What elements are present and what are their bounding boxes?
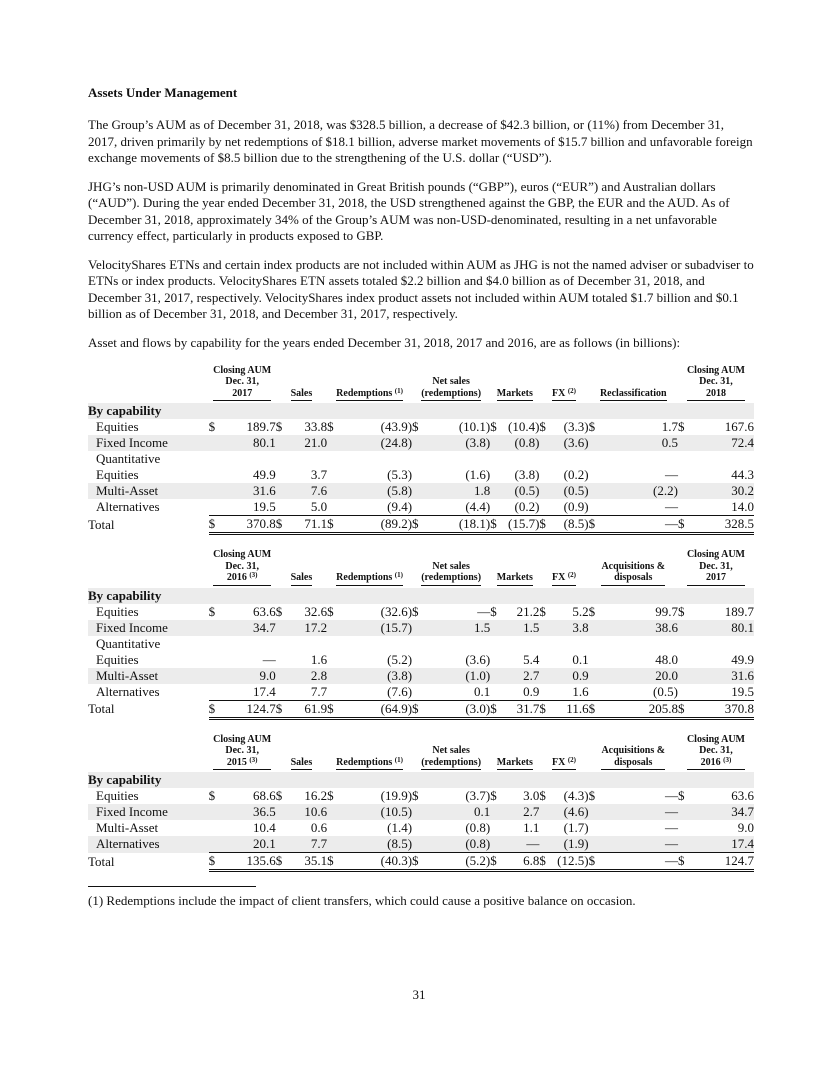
col-header-redemptions: Redemptions $^{(1)}$ bbox=[327, 365, 412, 404]
cell-closing: 44.3 bbox=[731, 467, 754, 482]
table-row bbox=[88, 684, 754, 701]
cell-closing: 80.1 bbox=[689, 620, 754, 636]
cell-opening: 63.6 bbox=[252, 603, 276, 619]
cell-closing: 19.5 bbox=[689, 684, 754, 701]
cell-closing: 17.4 bbox=[689, 836, 754, 853]
col-header-opening: Closing AUM Dec. 31, 2015 $^{(3)}$ bbox=[209, 734, 276, 773]
table-row bbox=[88, 636, 754, 652]
cell-closing: 30.2 bbox=[689, 483, 754, 499]
row-label: Equities bbox=[96, 788, 139, 803]
cell-fx: 5.2 bbox=[572, 603, 589, 619]
cell-net_sales: (0.8) bbox=[465, 820, 491, 835]
total-markets: (15.7) bbox=[501, 516, 539, 534]
row-label: Alternatives bbox=[96, 499, 160, 515]
table-row bbox=[88, 435, 754, 451]
table-row bbox=[88, 836, 754, 853]
table-row bbox=[88, 499, 754, 516]
aum-table-2016 bbox=[88, 734, 754, 873]
cell-redemptions: (5.8) bbox=[338, 483, 412, 499]
group-label: By capability bbox=[88, 772, 754, 788]
col-header-opening: Closing AUM Dec. 31, 2016 $^{(3)}$ bbox=[209, 549, 276, 588]
cell-sales: 32.6 bbox=[304, 603, 328, 619]
cell-sales: 16.2 bbox=[304, 788, 328, 803]
cell-sales: 7.7 bbox=[287, 684, 327, 701]
cell-opening: 10.4 bbox=[252, 820, 276, 835]
table-row: Equities $ 63.6 $ 32.6 $ (32.6) $ — $ 21.2 $ 5.2 $ 99.7 $ 189.7 bbox=[88, 604, 754, 620]
total-closing: 124.7 bbox=[689, 853, 754, 871]
cell-closing: 167.6 bbox=[724, 419, 754, 434]
total-closing: 370.8 bbox=[689, 700, 754, 718]
cell-markets: (0.2) bbox=[501, 499, 539, 516]
cell-redemptions: (5.2) bbox=[387, 651, 413, 667]
total-other: 205.8 bbox=[600, 700, 678, 718]
total-sales: 71.1 bbox=[287, 516, 327, 534]
col-header-opening: Closing AUM Dec. 31, 2017 bbox=[209, 365, 276, 404]
cell-closing: 49.9 bbox=[731, 651, 754, 667]
cell-fx: 0.1 bbox=[572, 651, 589, 667]
cell-redemptions: (10.5) bbox=[338, 804, 412, 820]
group-row bbox=[88, 772, 754, 788]
total-label: Total bbox=[88, 516, 115, 532]
row-label: Multi-Asset bbox=[88, 668, 209, 684]
cell-redemptions: (5.3) bbox=[387, 467, 413, 482]
cell-net_sales: 1.5 bbox=[423, 620, 490, 636]
row-label: Fixed Income bbox=[88, 620, 209, 636]
cell-redemptions: (15.7) bbox=[338, 620, 412, 636]
cell-fx: (0.2) bbox=[563, 467, 589, 482]
paragraph-currency: JHG’s non-USD AUM is primarily denominated in Great British pounds (“GBP”), euros (“EUR”) and Australian dollars (“AUD”). During the year ended December 31, 2018, the USD strengthened against the GBP, the EUR and the AUD. As of December 31, 2018, approximately 34% of the Group’s AUM was non-USD-denominated, resulting in a net unfavorable currency effect, particularly in products exposed to GBP. bbox=[88, 178, 730, 243]
cell-other: 99.7 bbox=[655, 603, 678, 619]
cell-other: — bbox=[600, 499, 678, 516]
cell-redemptions: (1.4) bbox=[387, 820, 413, 835]
cell-sales: 1.6 bbox=[310, 651, 328, 667]
col-header-net-sales: Net sales (redemptions) bbox=[412, 365, 490, 404]
total-other: — bbox=[600, 853, 678, 871]
col-header-closing: Closing AUM Dec. 31, 2016 $^{(3)}$ bbox=[678, 734, 754, 773]
total-label: Total bbox=[88, 701, 115, 716]
table-row: Equities $ 68.6 $ 16.2 $ (19.9) $ (3.7) $ 3.0 $ (4.3) $ — $ 63.6 bbox=[88, 788, 754, 804]
cell-sales: 2.8 bbox=[287, 668, 327, 684]
col-header-fx: FX $^{(2)}$ bbox=[539, 549, 588, 588]
cell-opening: 36.5 bbox=[220, 804, 276, 820]
row-label: Alternatives bbox=[96, 683, 160, 699]
header-row bbox=[88, 549, 754, 588]
table-row: Equities $ 189.7 $ 33.8 $ (43.9) $ (10.1) $ (10.4) $ (3.3) $ 1.7 $ 167.6 bbox=[88, 419, 754, 435]
aum-table-2017 bbox=[88, 549, 754, 720]
cell-fx: (0.5) bbox=[551, 483, 589, 499]
cell-redemptions: (7.6) bbox=[338, 684, 412, 701]
cell-fx: (4.3) bbox=[563, 788, 589, 803]
total-label: Total bbox=[88, 853, 115, 869]
cell-markets: (0.8) bbox=[501, 435, 539, 451]
cell-markets: 3.0 bbox=[523, 788, 540, 803]
cell-closing: 72.4 bbox=[689, 435, 754, 451]
cell-other: 0.5 bbox=[600, 435, 678, 451]
row-label: Multi-Asset bbox=[88, 483, 209, 499]
total-opening: 135.6 bbox=[220, 853, 276, 871]
col-header-redemptions: Redemptions $^{(1)}$ bbox=[327, 734, 412, 773]
total-net_sales: (3.0) bbox=[423, 700, 490, 718]
cell-opening: 68.6 bbox=[252, 788, 276, 803]
cell-markets: 0.9 bbox=[501, 684, 539, 701]
cell-sales: 0.6 bbox=[310, 820, 328, 835]
cell-closing: 63.6 bbox=[731, 788, 754, 803]
row-label: Alternatives bbox=[88, 836, 209, 853]
cell-redemptions: (3.8) bbox=[338, 668, 412, 684]
cell-other: 1.7 bbox=[661, 419, 678, 434]
col-header-redemptions: Redemptions $^{(1)}$ bbox=[327, 549, 412, 588]
cell-opening: — bbox=[262, 651, 276, 667]
col-header-sales: Sales bbox=[276, 549, 327, 588]
cell-sales: 21.0 bbox=[287, 435, 327, 451]
cell-closing: 34.7 bbox=[689, 804, 754, 820]
row-label: Quantitative bbox=[96, 451, 161, 466]
section-heading: Assets Under Management bbox=[88, 85, 238, 100]
cell-opening: 19.5 bbox=[220, 499, 276, 516]
cell-markets: (3.8) bbox=[514, 467, 540, 482]
cell-markets: 1.5 bbox=[501, 620, 539, 636]
cell-fx: 1.6 bbox=[551, 684, 589, 701]
cell-opening: 189.7 bbox=[246, 419, 276, 434]
cell-other: — bbox=[664, 788, 678, 803]
cell-other: 20.0 bbox=[600, 668, 678, 684]
col-header-markets: Markets bbox=[490, 365, 539, 404]
page-number: 31 bbox=[412, 987, 426, 1002]
cell-redemptions: (8.5) bbox=[338, 836, 412, 853]
row-label: Equities bbox=[96, 603, 139, 619]
tables-intro: Asset and flows by capability for the years ended December 31, 2018, 2017 and 2016, are as follows (in billions): bbox=[88, 334, 681, 350]
col-header-net-sales: Net sales (redemptions) bbox=[412, 734, 490, 773]
group-label: By capability bbox=[88, 588, 754, 604]
col-header-closing: Closing AUM Dec. 31, 2017 bbox=[678, 549, 754, 588]
cell-net_sales: (10.1) bbox=[458, 419, 491, 434]
total-redemptions: (64.9) bbox=[338, 700, 412, 718]
cell-opening: 49.9 bbox=[252, 467, 276, 482]
cell-markets: (0.5) bbox=[501, 483, 539, 499]
cell-fx: (4.6) bbox=[551, 804, 589, 820]
cell-closing: 9.0 bbox=[737, 820, 754, 835]
cell-sales: 33.8 bbox=[304, 419, 328, 434]
cell-opening: 34.7 bbox=[220, 620, 276, 636]
cell-markets: 2.7 bbox=[501, 804, 539, 820]
cell-net_sales: (0.8) bbox=[423, 836, 490, 853]
col-header-other: Acquisitions & disposals bbox=[589, 549, 678, 588]
col-header-markets: Markets bbox=[490, 549, 539, 588]
cell-redemptions: (9.4) bbox=[338, 499, 412, 516]
cell-sales: 17.2 bbox=[287, 620, 327, 636]
col-header-net-sales: Net sales (redemptions) bbox=[412, 549, 490, 588]
total-opening: 370.8 bbox=[220, 516, 276, 534]
cell-fx: (0.9) bbox=[551, 499, 589, 516]
cell-net_sales: — bbox=[477, 603, 491, 619]
total-sales: 35.1 bbox=[287, 853, 327, 871]
row-label: Multi-Asset bbox=[96, 820, 159, 835]
cell-fx: 3.8 bbox=[551, 620, 589, 636]
total-net_sales: (18.1) bbox=[423, 516, 490, 534]
total-fx: 11.6 bbox=[551, 700, 589, 718]
row-label: Equities bbox=[96, 467, 139, 482]
cell-opening: 9.0 bbox=[220, 668, 276, 684]
cell-sales: 7.7 bbox=[287, 836, 327, 853]
cell-markets: — bbox=[501, 836, 539, 853]
row-label: Equities bbox=[96, 419, 139, 434]
footnote-divider bbox=[88, 886, 256, 887]
cell-net_sales: 0.1 bbox=[423, 804, 490, 820]
cell-sales: 5.0 bbox=[287, 499, 327, 516]
cell-redemptions: (43.9) bbox=[380, 419, 413, 434]
cell-fx: (1.7) bbox=[563, 820, 589, 835]
total-net_sales: (5.2) bbox=[423, 853, 490, 871]
total-other: — bbox=[600, 516, 678, 534]
cell-fx: (3.6) bbox=[551, 435, 589, 451]
cell-opening: 17.4 bbox=[220, 684, 276, 701]
cell-other: (2.2) bbox=[600, 483, 678, 499]
cell-fx: 0.9 bbox=[551, 668, 589, 684]
col-header-fx: FX $^{(2)}$ bbox=[539, 734, 588, 773]
cell-other: — bbox=[600, 836, 678, 853]
cell-other: (0.5) bbox=[600, 684, 678, 701]
header-row bbox=[88, 365, 754, 404]
cell-fx: (1.9) bbox=[551, 836, 589, 853]
total-row: Total $ 124.7 $ 61.9 $ (64.9) $ (3.0) $ 31.7 $ 11.6 $ 205.8 $ 370.8 bbox=[88, 700, 754, 716]
total-fx: (8.5) bbox=[551, 516, 589, 534]
total-closing: 328.5 bbox=[689, 516, 754, 534]
group-row bbox=[88, 588, 754, 604]
paragraph-velocityshares: VelocityShares ETNs and certain index products are not included within AUM as JHG is not the named adviser or subadviser to ETNs or index products. VelocityShares ETN assets totaled $2.2 billion and $4.0 billion as of December 31, 2018, and December 31, 2017, respectively. VelocityShares index product assets not included within AUM totaled $1.7 billion and $0.1 billion as of December 31, 2018, and December 31, 2017, respectively. bbox=[88, 256, 754, 321]
cell-closing: 31.6 bbox=[689, 668, 754, 684]
col-header-other: Acquisitions & disposals bbox=[589, 734, 678, 773]
row-label: Fixed Income bbox=[88, 804, 209, 820]
cell-sales: 3.7 bbox=[310, 467, 328, 482]
table-row bbox=[88, 820, 754, 836]
cell-sales: 10.6 bbox=[287, 804, 327, 820]
row-label: Equities bbox=[96, 651, 139, 667]
footnote-redemptions: (1) Redemptions include the impact of client transfers, which could cause a positive balance on occasion. bbox=[88, 893, 636, 908]
cell-net_sales: (1.6) bbox=[465, 467, 491, 482]
cell-redemptions: (32.6) bbox=[380, 603, 413, 619]
cell-net_sales: (3.6) bbox=[465, 651, 491, 667]
col-header-sales: Sales bbox=[276, 734, 327, 773]
cell-redemptions: (19.9) bbox=[380, 788, 413, 803]
cell-closing: 189.7 bbox=[724, 603, 754, 619]
total-redemptions: (89.2) bbox=[338, 516, 412, 534]
table-row bbox=[88, 652, 754, 668]
col-header-markets: Markets bbox=[490, 734, 539, 773]
cell-net_sales: (3.8) bbox=[423, 435, 490, 451]
header-row bbox=[88, 734, 754, 773]
table-row bbox=[88, 620, 754, 636]
col-header-other: Reclassification bbox=[589, 365, 678, 404]
aum-table-2018 bbox=[88, 365, 754, 536]
cell-markets: 5.4 bbox=[523, 651, 540, 667]
cell-closing: 14.0 bbox=[689, 499, 754, 516]
cell-net_sales: (1.0) bbox=[423, 668, 490, 684]
cell-redemptions: (24.8) bbox=[338, 435, 412, 451]
document-page bbox=[88, 85, 754, 909]
group-label: By capability bbox=[88, 403, 754, 419]
row-label: Fixed Income bbox=[88, 435, 209, 451]
paragraph-aum-summary: The Group’s AUM as of December 31, 2018, was $328.5 billion, a decrease of $42.3 billion, or (11%) from December 31, 2017, driven primarily by net redemptions of $18.1 billion, adverse market movements of $15.7 billion and unfavorable foreign exchange movements of $8.5 billion due to the strengthening of the U.S. dollar (“USD”). bbox=[88, 117, 753, 165]
group-row bbox=[88, 403, 754, 419]
cell-markets: (10.4) bbox=[507, 419, 540, 434]
total-row: Total $ 135.6 $ 35.1 $ (40.3) $ (5.2) $ 6.8 $ (12.5) $ — $ 124.7 bbox=[88, 853, 754, 869]
cell-markets: 2.7 bbox=[501, 668, 539, 684]
cell-opening: 80.1 bbox=[220, 435, 276, 451]
table-row bbox=[88, 483, 754, 499]
cell-sales: 7.6 bbox=[287, 483, 327, 499]
table-row bbox=[88, 804, 754, 820]
cell-other: — bbox=[664, 820, 678, 835]
cell-net_sales: (3.7) bbox=[465, 788, 491, 803]
cell-other: 48.0 bbox=[655, 651, 678, 667]
total-fx: (12.5) bbox=[551, 853, 589, 871]
cell-markets: 21.2 bbox=[516, 603, 540, 619]
table-row bbox=[88, 451, 754, 467]
col-header-closing: Closing AUM Dec. 31, 2018 bbox=[678, 365, 754, 404]
cell-net_sales: 0.1 bbox=[423, 684, 490, 701]
cell-other: 38.6 bbox=[600, 620, 678, 636]
cell-net_sales: (4.4) bbox=[423, 499, 490, 516]
cell-fx: (3.3) bbox=[563, 419, 589, 434]
total-markets: 31.7 bbox=[501, 700, 539, 718]
total-opening: 124.7 bbox=[220, 700, 276, 718]
total-markets: 6.8 bbox=[501, 853, 539, 871]
cell-opening: 31.6 bbox=[220, 483, 276, 499]
col-header-sales: Sales bbox=[276, 365, 327, 404]
total-sales: 61.9 bbox=[287, 700, 327, 718]
cell-net_sales: 1.8 bbox=[423, 483, 490, 499]
row-label: Quantitative bbox=[96, 635, 161, 651]
cell-opening: 20.1 bbox=[220, 836, 276, 853]
total-redemptions: (40.3) bbox=[338, 853, 412, 871]
cell-other: — bbox=[664, 467, 678, 482]
cell-markets: 1.1 bbox=[523, 820, 540, 835]
col-header-fx: FX $^{(2)}$ bbox=[539, 365, 588, 404]
table-row bbox=[88, 668, 754, 684]
cell-other: — bbox=[600, 804, 678, 820]
table-row bbox=[88, 467, 754, 483]
total-row: Total $ 370.8 $ 71.1 $ (89.2) $ (18.1) $ (15.7) $ (8.5) $ — $ 328.5 bbox=[88, 516, 754, 532]
